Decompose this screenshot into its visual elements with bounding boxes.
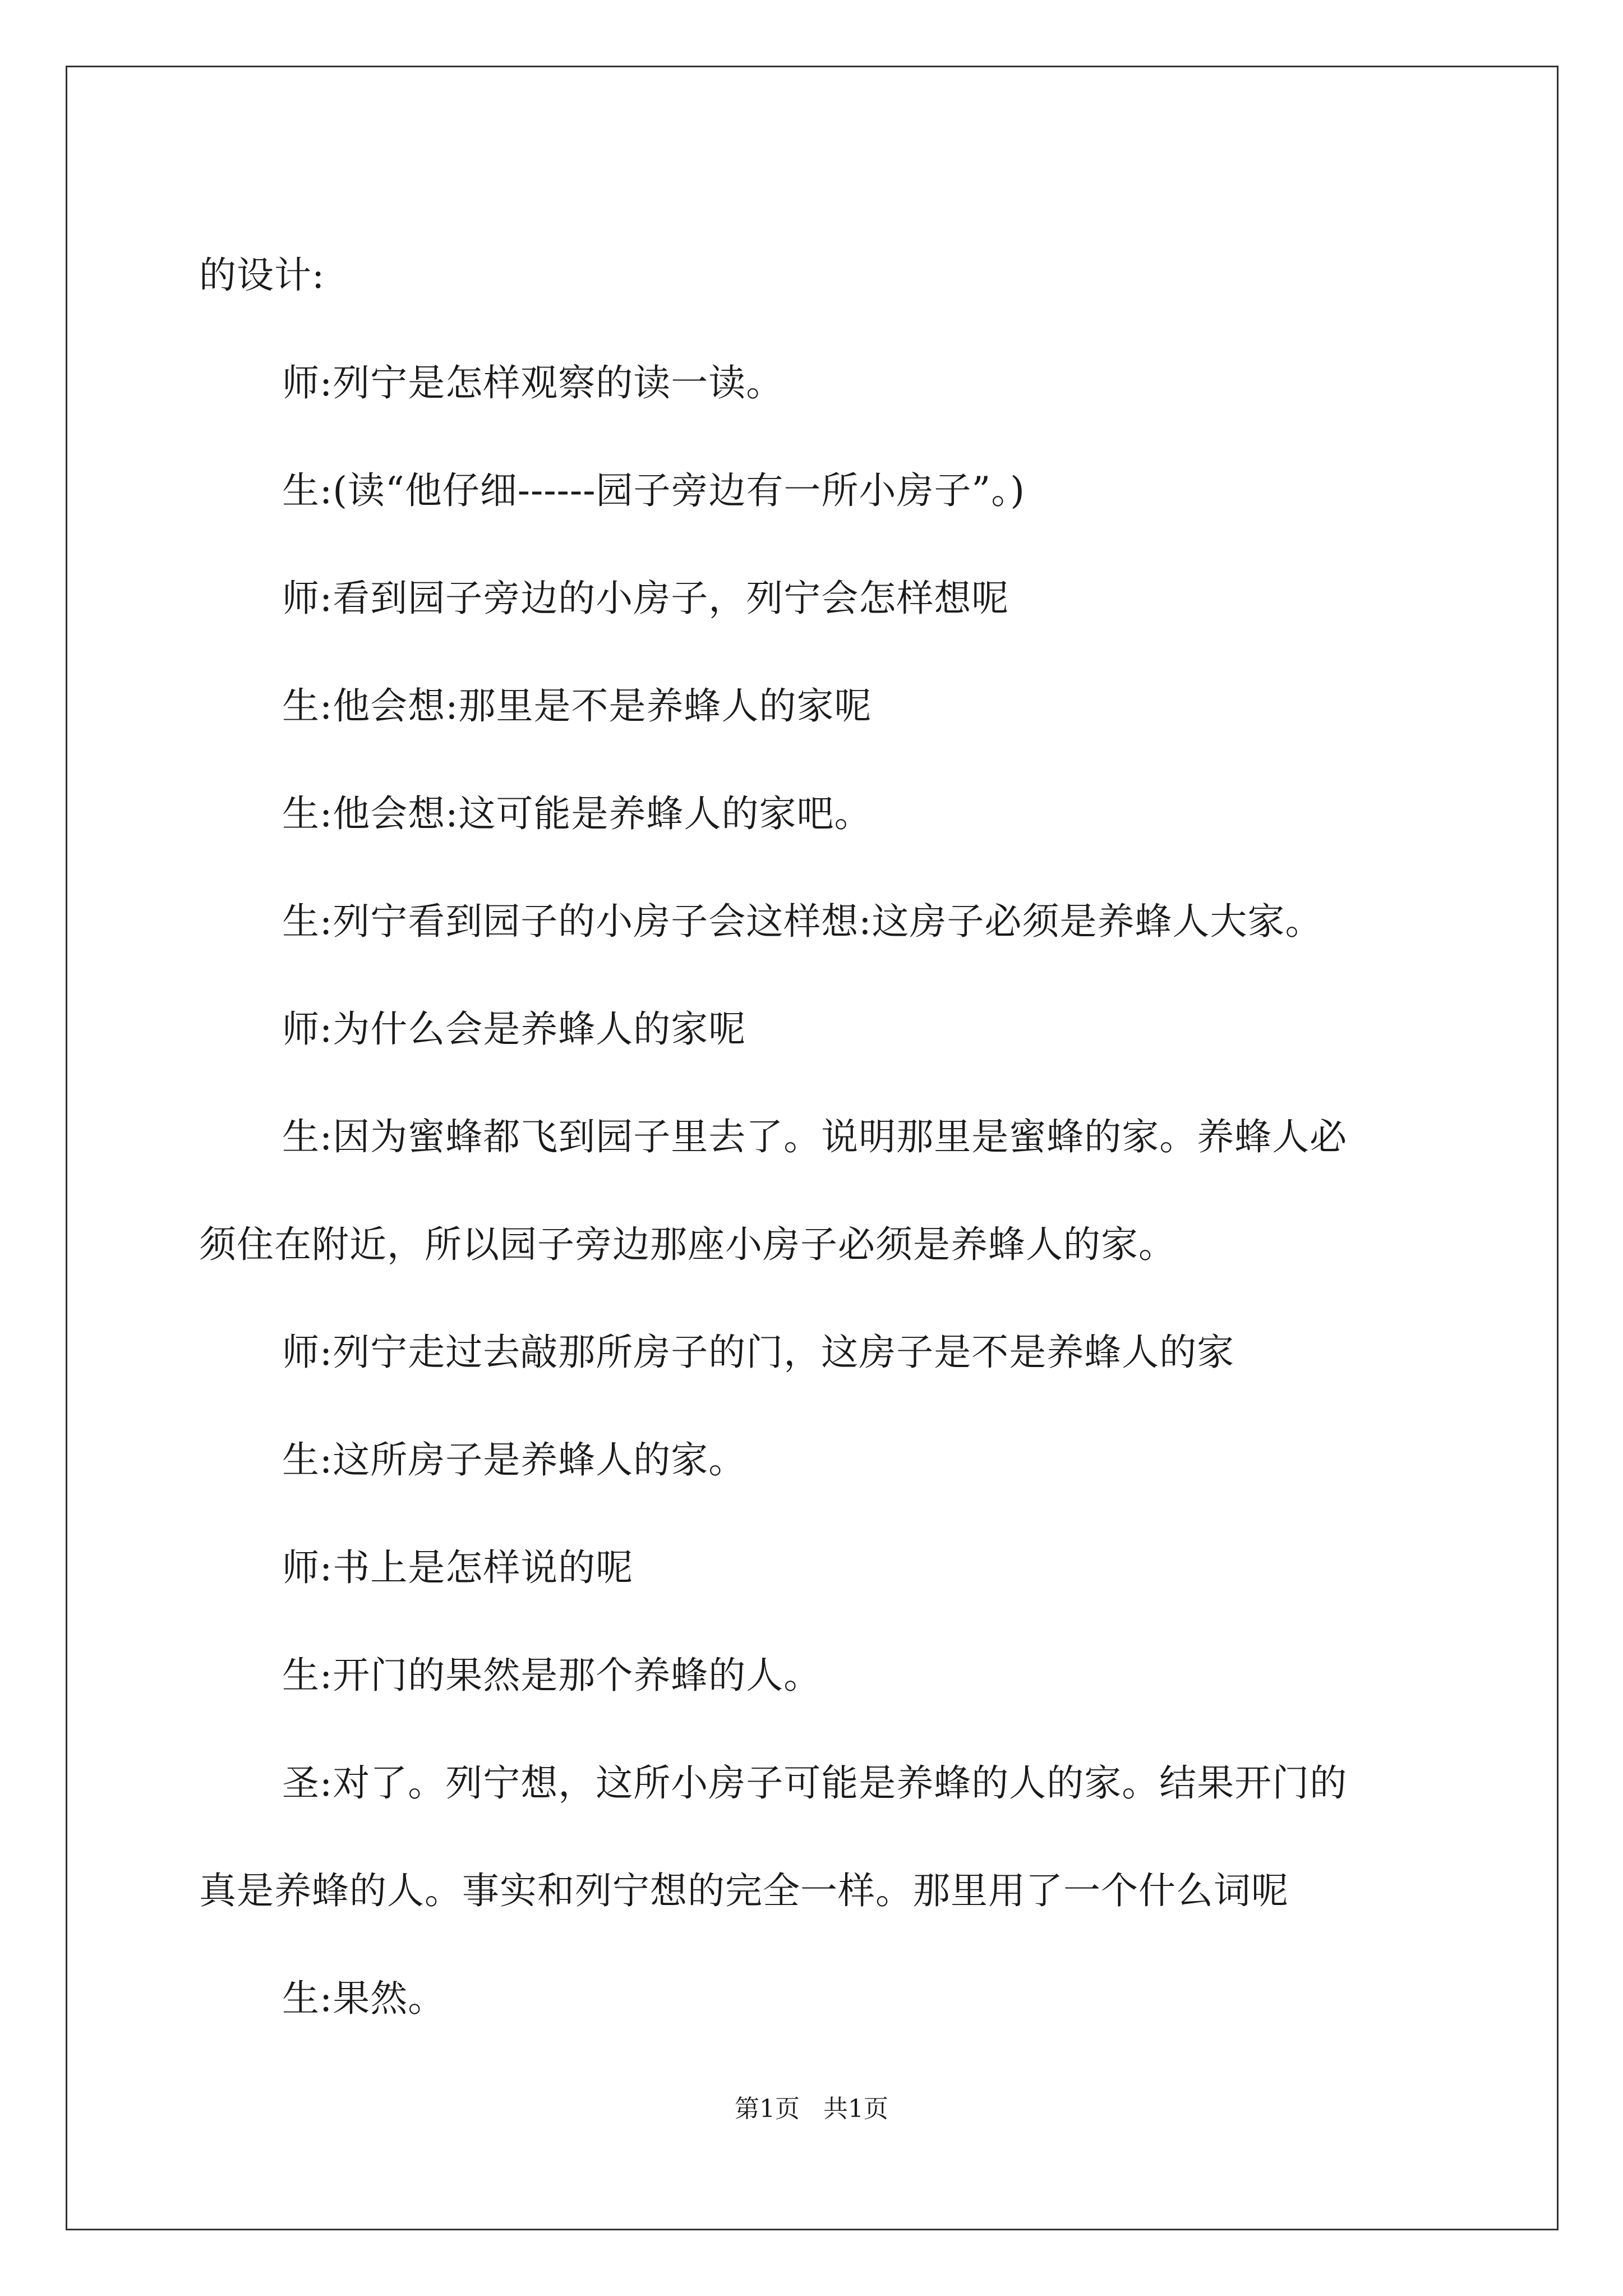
paragraph-line: 师:书上是怎样说的呢	[282, 1546, 634, 1589]
paragraph-line: 师:列宁走过去敲那所房子的门，这房子是不是养蜂人的家	[282, 1331, 1235, 1374]
paragraph-line: 生:这所房子是养蜂人的家。	[282, 1438, 746, 1481]
paragraph-line: 生:他会想:这可能是养蜂人的家吧。	[282, 792, 872, 835]
paragraph-line: 生:开门的果然是那个养蜂的人。	[282, 1654, 822, 1697]
paragraph-line: 师:列宁是怎样观察的读一读。	[282, 361, 784, 404]
document-body	[199, 222, 1438, 2053]
paragraph-line: 的设计:	[199, 254, 325, 297]
paragraph-line: 圣:对了。列宁想，这所小房子可能是养蜂的人的家。结果开门的	[282, 1761, 1348, 1805]
paragraph-line: 师:看到园子旁边的小房子，列宁会怎样想呢	[282, 577, 1009, 620]
page-footer: 第1页 共1页	[735, 2095, 888, 2123]
paragraph-line: 师:为什么会是养蜂人的家呢	[282, 1007, 746, 1051]
paragraph-line: 生:因为蜜蜂都飞到园子里去了。说明那里是蜜蜂的家。养蜂人必	[282, 1115, 1348, 1158]
paragraph-line: 生:果然。	[282, 1977, 446, 2020]
paragraph-line: 生:列宁看到园子的小房子会这样想:这房子必须是养蜂人大家。	[282, 900, 1323, 943]
paragraph-line: 须住在附近，所以园子旁边那座小房子必须是养蜂人的家。	[199, 1223, 1176, 1266]
paragraph-line: 生:他会想:那里是不是养蜂人的家呢	[282, 684, 872, 728]
paragraph-line: 真是养蜂的人。事实和列宁想的完全一样。那里用了一个什么词呢	[199, 1869, 1289, 1912]
paragraph-line: 生:(读“他仔细------园子旁边有一所小房子”。)	[282, 469, 1026, 512]
